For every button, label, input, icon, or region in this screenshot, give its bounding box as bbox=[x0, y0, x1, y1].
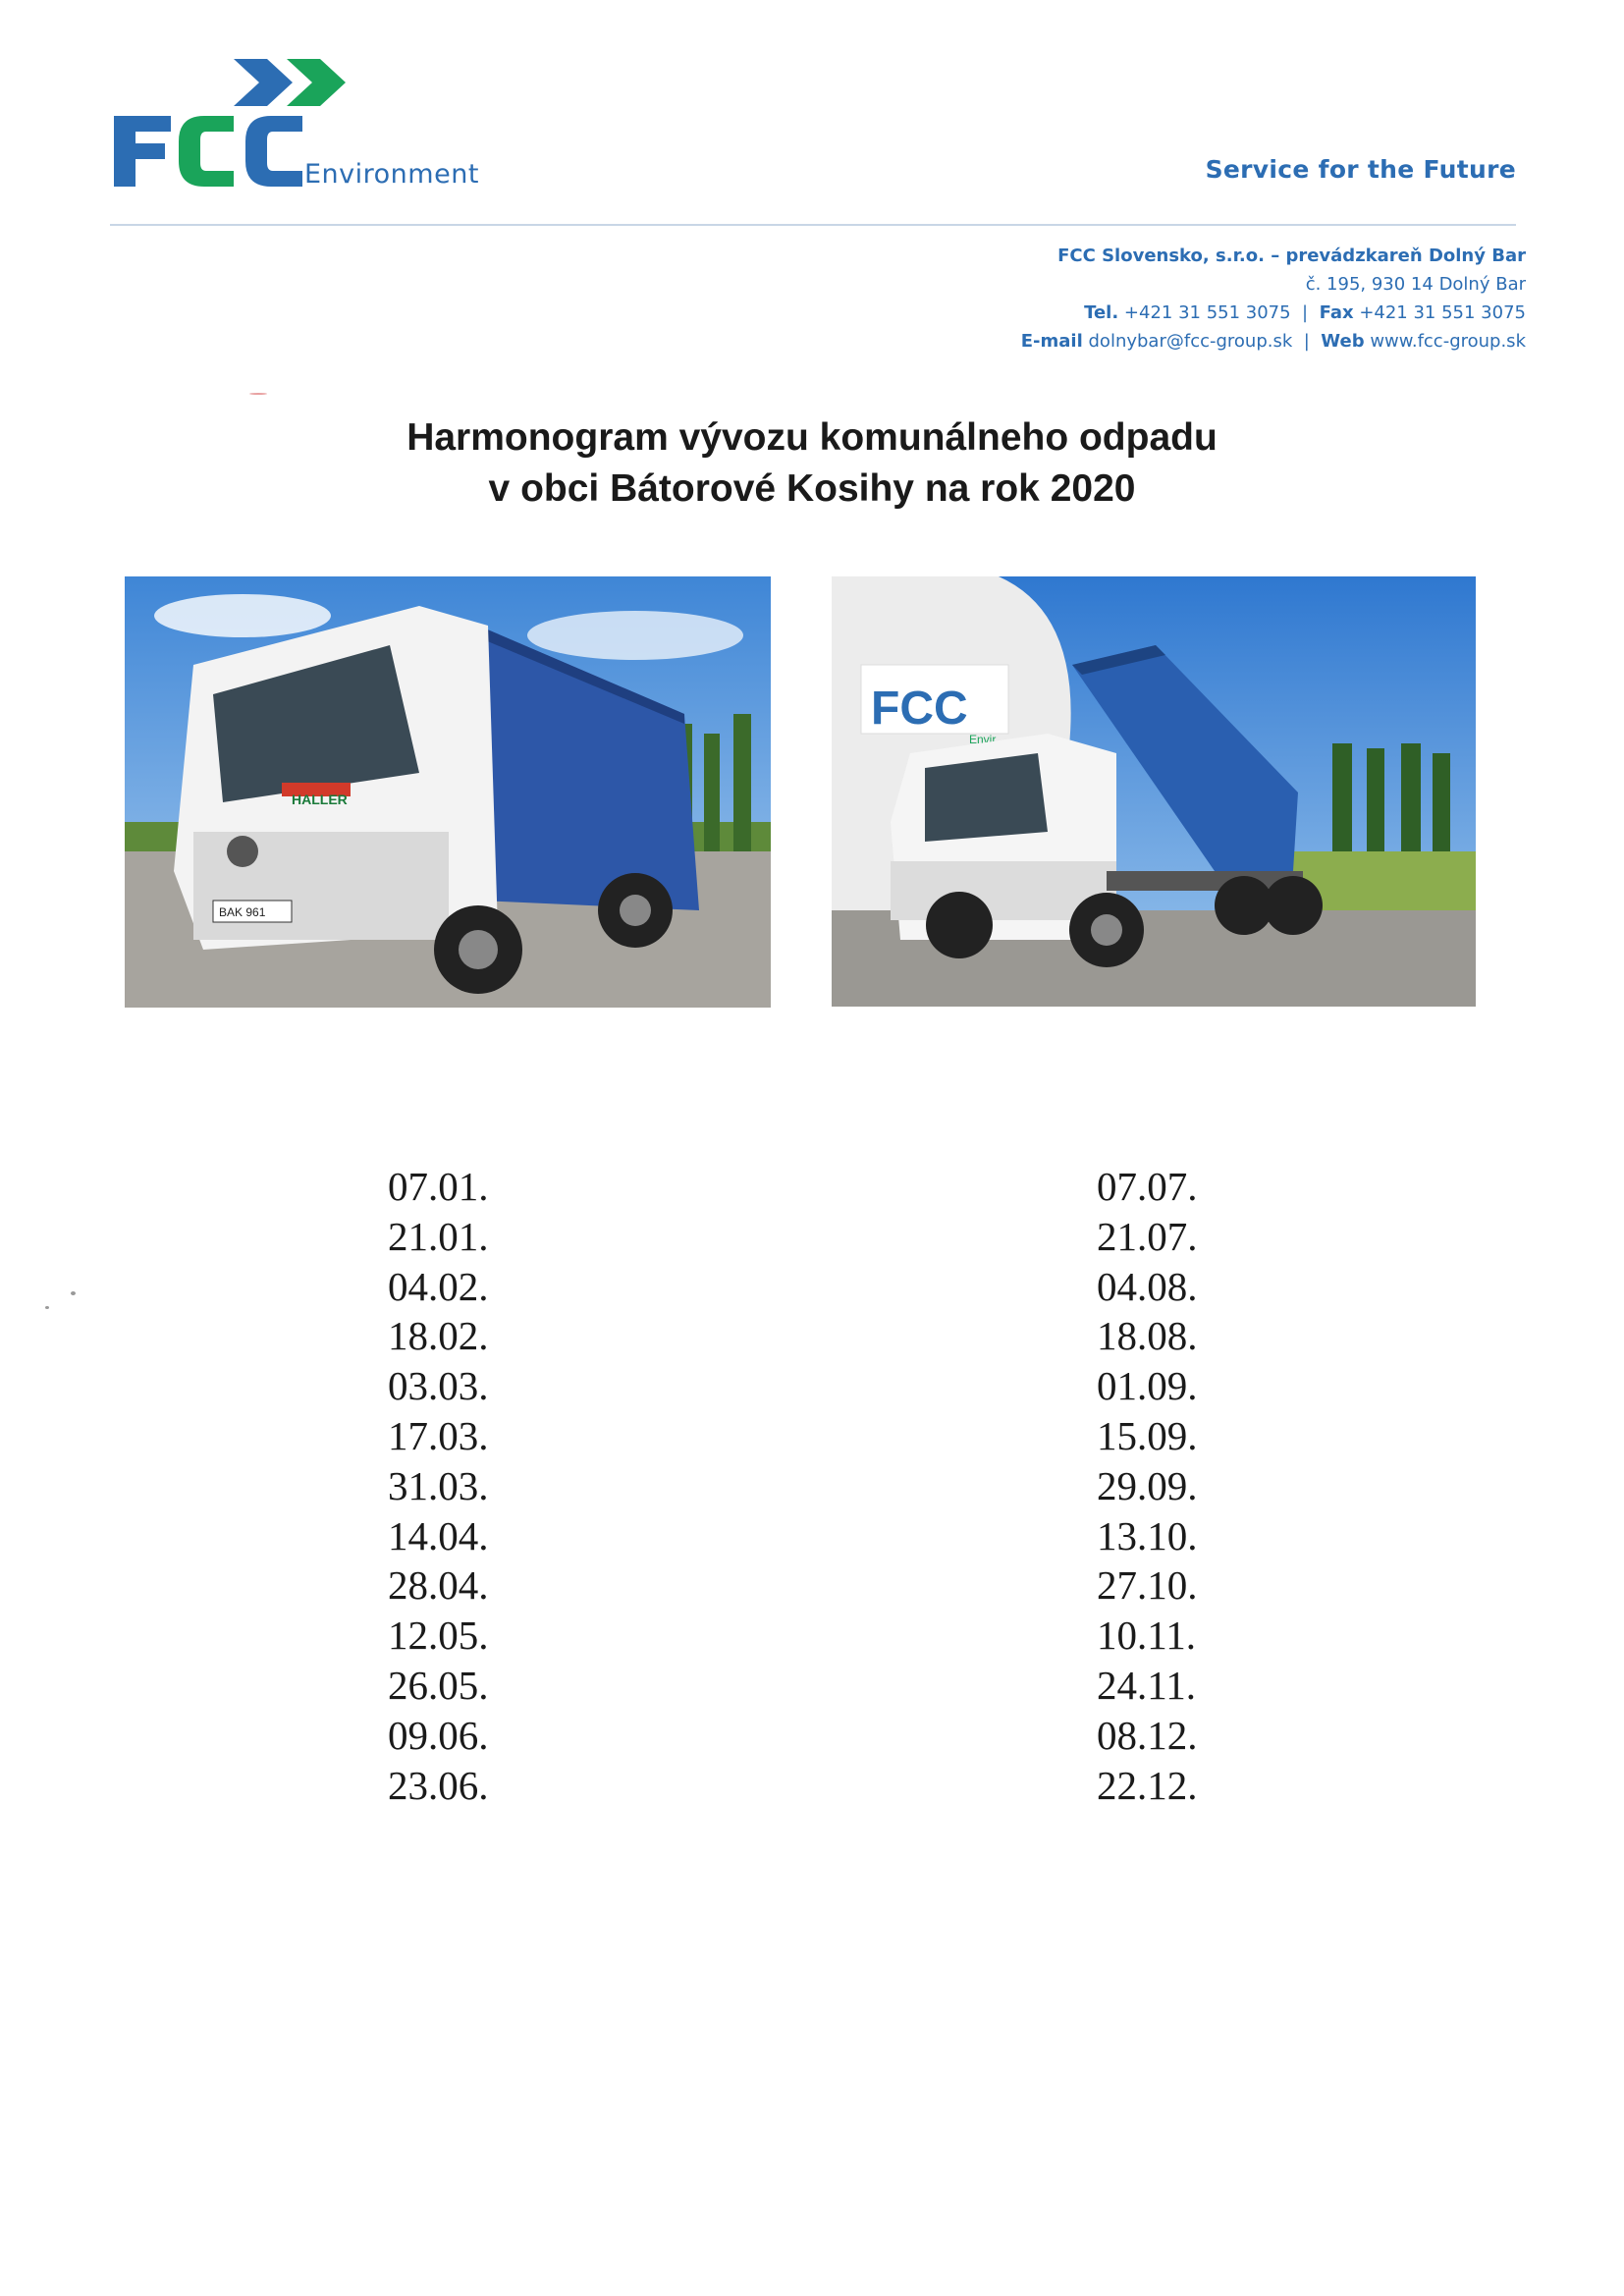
schedule-date: 10.11. bbox=[1097, 1613, 1196, 1659]
fax-value: +421 31 551 3075 bbox=[1359, 302, 1526, 323]
schedule-date: 18.02. bbox=[388, 1313, 489, 1359]
schedule-date: 01.09. bbox=[1097, 1363, 1198, 1409]
schedule-date: 18.08. bbox=[1097, 1313, 1198, 1359]
schedule-column-right bbox=[1097, 1162, 1198, 1810]
schedule-date: 09.06. bbox=[388, 1712, 489, 1758]
schedule-date: 04.02. bbox=[388, 1263, 489, 1309]
separator: | bbox=[1296, 302, 1314, 323]
brand-text: FCC bbox=[114, 57, 117, 58]
tagline: Service for the Future bbox=[1205, 155, 1516, 184]
brand-subtitle: Environment bbox=[304, 159, 479, 190]
schedule-date: 31.03. bbox=[388, 1462, 489, 1508]
schedule-date: 21.07. bbox=[1097, 1213, 1198, 1259]
schedule-date: 04.08. bbox=[1097, 1263, 1198, 1309]
schedule-date: 08.12. bbox=[1097, 1712, 1198, 1758]
schedule-date: 24.11. bbox=[1097, 1662, 1196, 1708]
title-line-1: Harmonogram vývozu komunálneho odpadu bbox=[406, 416, 1218, 459]
schedule-date: 07.07. bbox=[1097, 1164, 1198, 1209]
schedule-date: 22.12. bbox=[1097, 1762, 1198, 1808]
schedule-date: 13.10. bbox=[1097, 1512, 1198, 1558]
schedule-date: 29.09. bbox=[1097, 1462, 1198, 1508]
title-line-2: v obci Bátorové Kosihy na rok 2020 bbox=[488, 467, 1136, 510]
truck-lettering: HALLER bbox=[292, 792, 348, 807]
tel-value: +421 31 551 3075 bbox=[1123, 302, 1291, 323]
schedule-date: 23.06. bbox=[388, 1762, 489, 1808]
schedule-date: 27.10. bbox=[1097, 1562, 1198, 1609]
company-name: FCC Slovensko, s.r.o. – prevádzkareň Dolný Bar bbox=[1057, 246, 1526, 266]
separator: | bbox=[1298, 331, 1316, 352]
schedule-date: 03.03. bbox=[388, 1363, 489, 1409]
photo-container-truck bbox=[832, 576, 1476, 1007]
fax-label: Fax bbox=[1319, 302, 1354, 323]
email-label: E-mail bbox=[1020, 331, 1083, 352]
schedule-date: 21.01. bbox=[388, 1213, 489, 1259]
phone-line bbox=[780, 299, 1526, 327]
page-title bbox=[0, 412, 1624, 515]
schedule-date: 12.05. bbox=[388, 1613, 489, 1659]
schedule-date: 14.04. bbox=[388, 1512, 489, 1558]
contact-line bbox=[780, 327, 1526, 355]
schedule-column-left bbox=[388, 1162, 489, 1810]
license-plate: BAK 961 bbox=[219, 905, 266, 919]
scan-speck bbox=[71, 1291, 76, 1295]
schedule-date: 07.01. bbox=[388, 1164, 489, 1209]
address-block bbox=[780, 242, 1526, 355]
building-sign: FCC bbox=[871, 683, 968, 735]
schedule-date: 26.05. bbox=[388, 1662, 489, 1708]
scan-speck bbox=[45, 1306, 49, 1309]
header-divider bbox=[110, 224, 1516, 226]
scan-speck bbox=[249, 393, 267, 395]
web-value: www.fcc-group.sk bbox=[1370, 331, 1526, 352]
schedule-date: 28.04. bbox=[388, 1562, 489, 1609]
email-value: dolnybar@fcc-group.sk bbox=[1088, 331, 1293, 352]
photo-garbage-truck bbox=[125, 576, 771, 1008]
building-sign-sub: Envir bbox=[969, 733, 997, 746]
schedule-date: 17.03. bbox=[388, 1412, 489, 1458]
tel-label: Tel. bbox=[1084, 302, 1119, 323]
schedule-date: 15.09. bbox=[1097, 1412, 1198, 1458]
web-label: Web bbox=[1321, 331, 1365, 352]
street-address: č. 195, 930 14 Dolný Bar bbox=[1305, 274, 1526, 295]
